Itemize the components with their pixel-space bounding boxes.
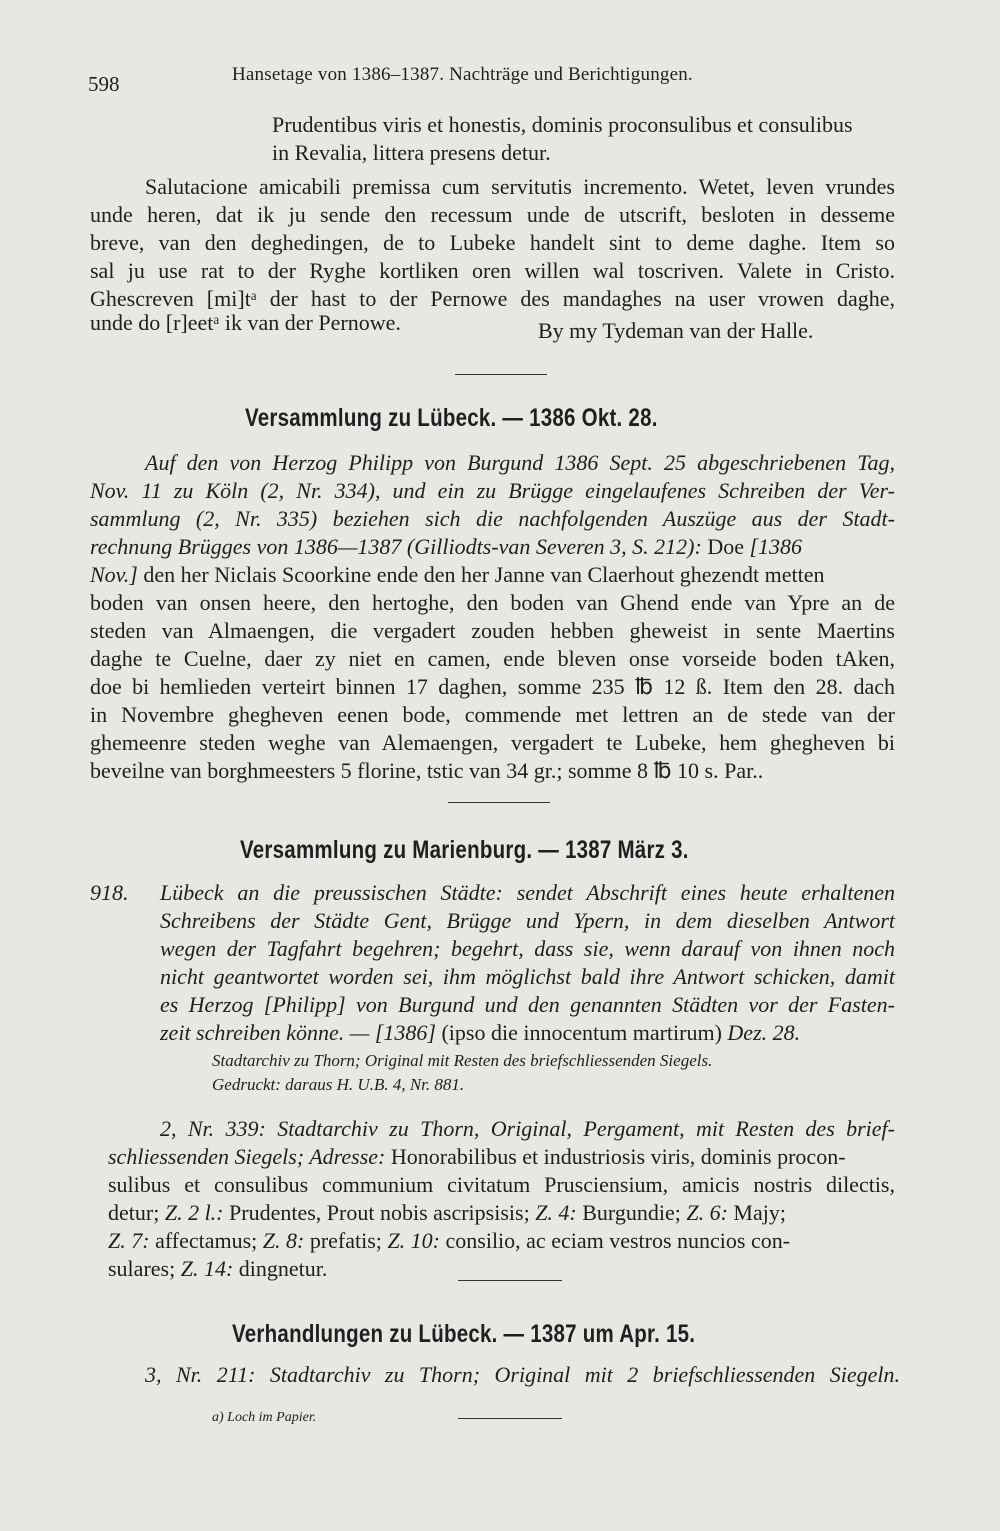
section-heading: Verhandlungen zu Lübeck. — 1387 um Apr. 15. [232, 1320, 696, 1348]
note-part: Z. 8: [262, 1228, 305, 1253]
note-roman-part: Honorabilibus et industriosis viris, dominis procon- [385, 1144, 846, 1169]
body-line: in Novembre ghegheven eenen bode, commende met lettren an de stede van der [90, 702, 895, 727]
note-mixed-line [108, 1228, 790, 1254]
note-part: affectamus; [149, 1228, 263, 1253]
body-mixed-line [90, 562, 895, 588]
letter-last-line: unde do [r]eetᵃ ik van der Pernowe. [90, 310, 401, 335]
letter-address-line: in Revalia, littera presens detur. [272, 140, 551, 165]
letter-body-line: sal ju use rat to der Ryghe kortliken oren willen wal toscriven. Valete in Cristo. [90, 258, 895, 283]
body-last-line: beveilne van borghmeesters 5 florine, tstic van 34 gr.; somme 8 ℔ 10 s. Par.. [90, 758, 764, 783]
letter-address-line: Prudentibus viris et honestis, dominis proconsulibus et consulibus [272, 112, 853, 137]
section-divider [455, 374, 547, 375]
entry-last-line [160, 1020, 800, 1046]
intro-italic-part: rechnung Brügges von 1386—1387 (Gilliodts-van Severen 3, S. 212): [90, 534, 702, 559]
note-line: 2, Nr. 339: Stadtarchiv zu Thorn, Original, Pergament, mit Resten des brief- [160, 1116, 895, 1141]
note-part: detur; [108, 1200, 165, 1225]
source-line: Gedruckt: daraus H. U.B. 4, Nr. 881. [212, 1075, 465, 1094]
note-part: sulares; [108, 1256, 181, 1281]
body-line: doe bi hemlieden verteirt binnen 17 daghen, somme 235 ℔ 12 ß. Item den 28. dach [90, 674, 895, 699]
letter-body-line: Ghescreven [mi]tᵃ der hast to der Pernowe des mandaghes na user vrowen daghe, [90, 286, 895, 311]
note-mixed-line [108, 1200, 786, 1226]
running-title: Hansetage von 1386–1387. Nachträge und Berichtigungen. [232, 64, 693, 85]
body-line: steden van Almaengen, die vergadert zouden hebben gheweist in sente Maertins [90, 618, 895, 643]
note-part: Z. 14: [180, 1256, 234, 1281]
intro-roman-part: Doe [701, 534, 750, 559]
note-part: prefatis; [304, 1228, 388, 1253]
section-divider [448, 802, 550, 803]
note-part: Majy; [727, 1200, 786, 1225]
body-line: ghemeenre steden weghe van Alemaengen, vergadert te Lubeke, hem ghegheven bi [90, 730, 895, 755]
section-divider [458, 1280, 562, 1281]
note-part: Z. 2 l.: [164, 1200, 224, 1225]
entry-date: Dez. 28. [727, 1020, 801, 1045]
entry-line: wegen der Tagfahrt begehren; begehrt, dass sie, wenn darauf von ihnen noch [160, 936, 895, 961]
note-part: dingnetur. [233, 1256, 328, 1281]
note-part: consilio, ac eciam vestros nuncios con- [440, 1228, 791, 1253]
note-part: Prudentes, Prout nobis ascripsisis; [223, 1200, 536, 1225]
note-part: Z. 6: [686, 1200, 728, 1225]
intro-line: Auf den von Herzog Philipp von Burgund 1386 Sept. 25 abgeschriebenen Tag, [145, 450, 895, 475]
intro-line: sammlung (2, Nr. 335) beziehen sich die nachfolgenden Auszüge aus der Stadt- [90, 506, 895, 531]
note-part: Z. 10: [387, 1228, 440, 1253]
letter-body-line: unde heren, dat ik ju sende den recessum unde de utscrift, besloten in desseme [90, 202, 895, 227]
letter-signature: By my Tydeman van der Halle. [538, 318, 814, 343]
entry-roman-part: (ipso die innocentum martirum) [435, 1020, 728, 1045]
note-part: Burgundie; [576, 1200, 687, 1225]
note-part: Z. 7: [108, 1228, 150, 1253]
body-line: daghe te Cuelne, daer zy niet en camen, ende bleven onse vorseide boden tAken, [90, 646, 895, 671]
note-italic-part: schliessenden Siegels; Adresse: [108, 1144, 386, 1169]
intro-mixed-line [90, 534, 895, 560]
entry-line: nicht geantwortet worden sei, ihm möglichst bald ihre Antwort schicken, damit [160, 964, 895, 989]
page-number: 598 [88, 72, 120, 96]
section3-line: 3, Nr. 211: Stadtarchiv zu Thorn; Original mit 2 briefschliessenden Siegeln. [145, 1362, 900, 1387]
letter-body-line: Salutacione amicabili premissa cum servitutis incremento. Wetet, leven vrundes [145, 174, 895, 199]
source-line: Stadtarchiv zu Thorn; Original mit Resten des briefschliessenden Siegels. [212, 1051, 713, 1070]
note-mixed-line [108, 1256, 327, 1282]
intro-italic-part: [1386 [749, 534, 803, 559]
body-italic-part: Nov.] [90, 562, 138, 587]
entry-line: es Herzog [Philipp] von Burgund und den genannten Städten vor der Fasten- [160, 992, 895, 1017]
note-line: sulibus et consulibus communium civitatum Prusciensium, amicis nostris dilectis, [108, 1172, 895, 1197]
entry-italic-part: zeit schreiben könne. — [1386] [160, 1020, 436, 1045]
footnote-divider [458, 1418, 562, 1419]
footnote: a) Loch im Papier. [212, 1410, 317, 1425]
intro-line: Nov. 11 zu Köln (2, Nr. 334), und ein zu Brügge eingelaufenes Schreiben der Ver- [90, 478, 895, 503]
body-line: boden van onsen heere, den hertoghe, den boden van Ghend ende van Ypre an de [90, 590, 895, 615]
note-part: Z. 4: [535, 1200, 577, 1225]
note-mixed-line [108, 1144, 895, 1170]
entry-number: 918. [90, 880, 129, 905]
entry-line: Lübeck an die preussischen Städte: sendet Abschrift eines heute erhaltenen [160, 880, 895, 905]
section-heading: Versammlung zu Lübeck. — 1386 Okt. 28. [245, 404, 658, 432]
body-roman-part: den her Niclais Scoorkine ende den her Janne van Claerhout ghezendt metten [137, 562, 825, 587]
section-heading: Versammlung zu Marienburg. — 1387 März 3. [240, 836, 689, 864]
letter-body-line: breve, van den deghedingen, de to Lubeke handelt sint to deme daghe. Item so [90, 230, 895, 255]
entry-line: Schreibens der Städte Gent, Brügge und Ypern, in dem dieselben Antwort [160, 908, 895, 933]
